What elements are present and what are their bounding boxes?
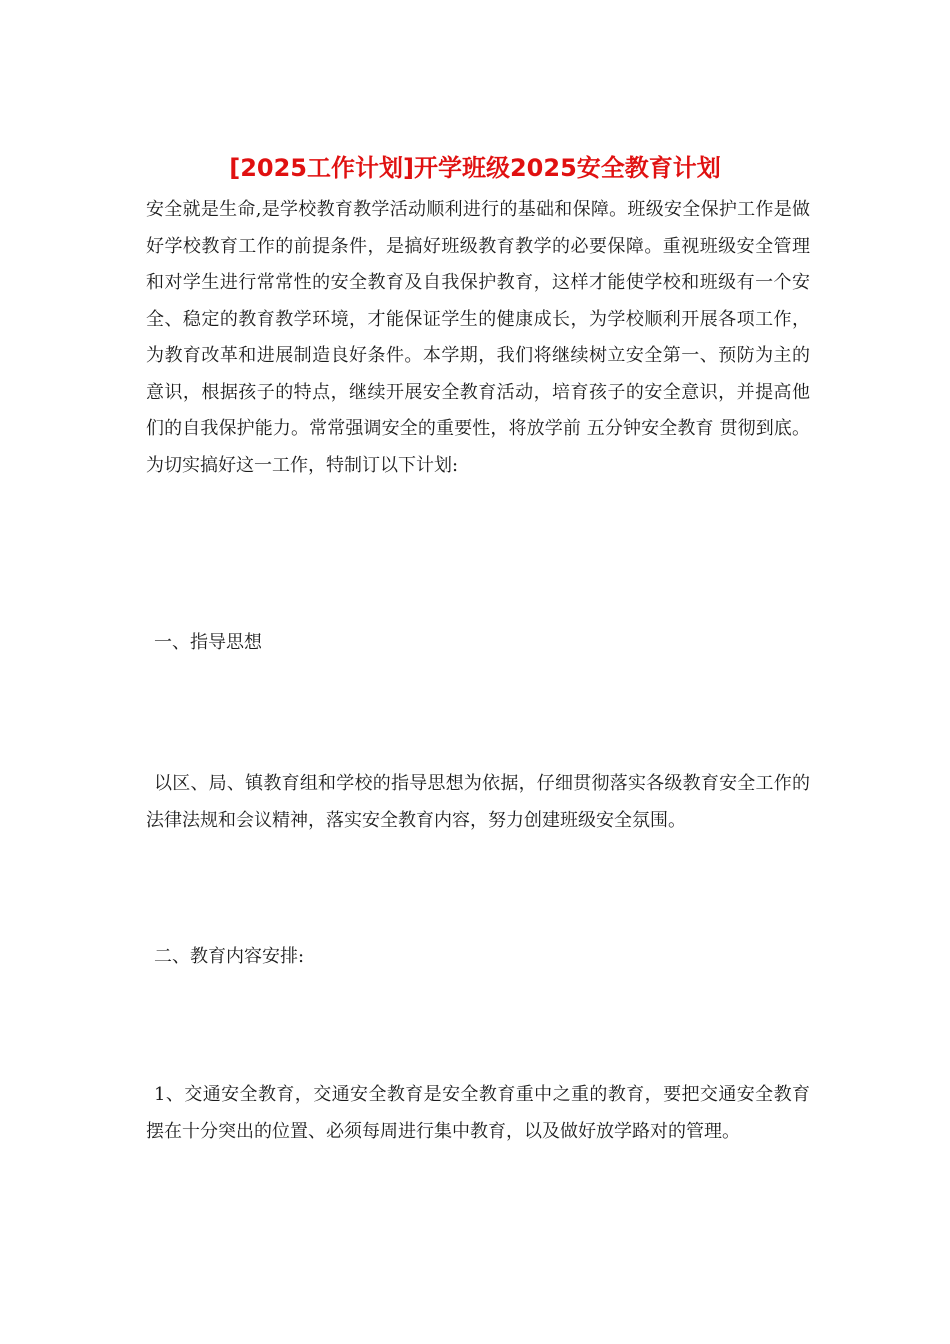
- document-title: [2025工作计划]开学班级2025安全教育计划: [229, 154, 721, 182]
- list-item-traffic-safety: 1、交通安全教育，交通安全教育是安全教育重中之重的教育，要把交通安全教育摆在十分突出的位置、必须每周进行集中教育，以及做好放学路对的管理。: [146, 1084, 810, 1142]
- section-heading-content-arrangement: 二、教育内容安排:: [154, 946, 305, 967]
- section-paragraph-guiding-ideology: 以区、局、镇教育组和学校的指导思想为依据，仔细贯彻落实各级教育安全工作的法律法规和会议精神，落实安全教育内容，努力创建班级安全氛围。: [146, 773, 810, 831]
- intro-paragraph: 安全就是生命,是学校教育教学活动顺利进行的基础和保障。班级安全保护工作是做好学校教育工作的前提条件，是搞好班级教育教学的必要保障。重视班级安全管理和对学生进行常常性的安全教育及自我保护教育，这样才能使学校和班级有一个安全、稳定的教育教学环境，才能保证学生的健康成长，为学校顺利开展各项工作，为教育改革和进展制造良好条件。本学期，我们将继续树立安全第一、预防为主的意识，根据孩子的特点，继续开展安全教育活动，培育孩子的安全意识，并提高他们的自我保护能力。常常强调安全的重要性，将放学前 五分钟安全教育 贯彻到底。为切实搞好这一工作，特制订以下计划:: [146, 199, 810, 476]
- section-heading-guiding-ideology: 一、指导思想: [154, 632, 262, 653]
